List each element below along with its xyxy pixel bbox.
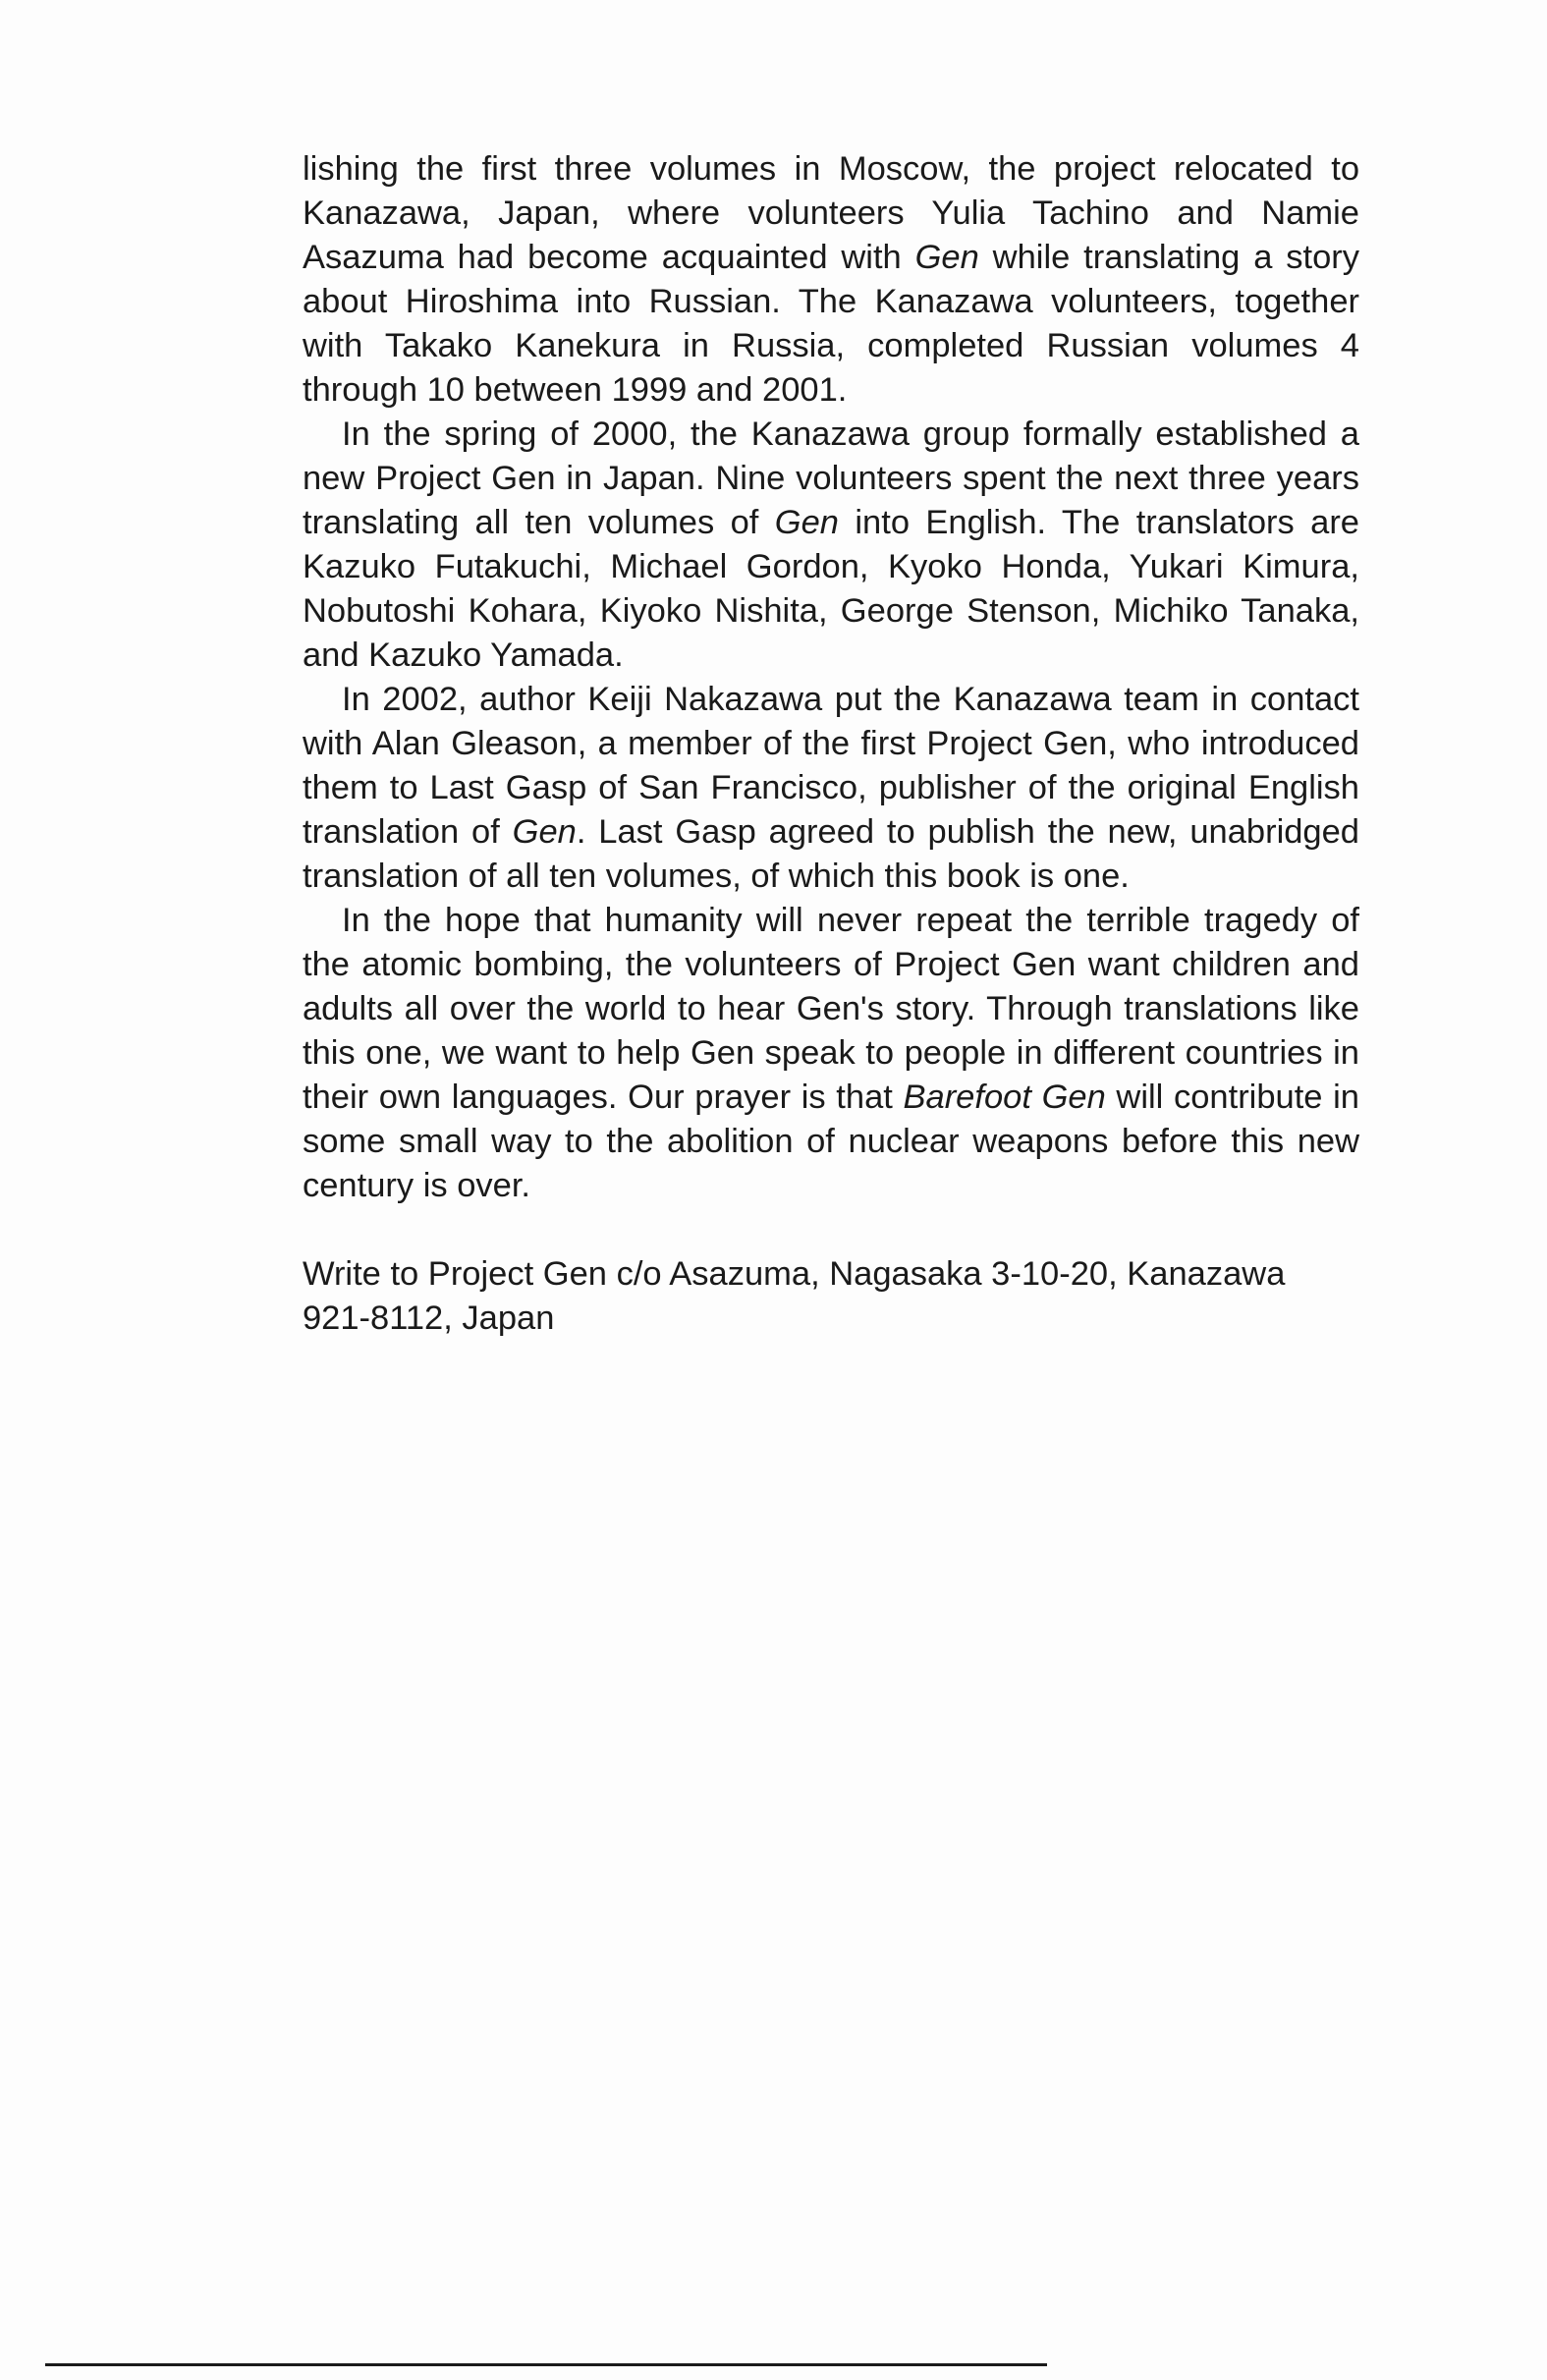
title-gen: Gen xyxy=(512,813,577,851)
text-segment: while translating a story about Hiroshima into Russian. The Kanazawa volunteers, together with Takako Kanekura in Russia, completed Russian volumes 4 through 10 between 1999 and 2001. xyxy=(303,239,1359,409)
text-segment: In the spring of 2000, the Kanazawa group formally established a new Project Gen in Japan. Nine volunteers spent the next three years translating all ten volumes of xyxy=(303,415,1359,541)
body-text xyxy=(303,147,1359,1341)
bottom-rule xyxy=(45,2363,1047,2366)
title-barefoot-gen: Barefoot Gen xyxy=(903,1079,1106,1116)
title-gen: Gen xyxy=(914,239,979,276)
text-segment: lishing the first three volumes in Moscow, the project relocated to Kanazawa, Japan, where volunteers Yulia Tachino and Namie Asazuma had become acquainted with xyxy=(303,150,1359,276)
text-segment: . Last Gasp agreed to publish the new, unabridged translation of all ten volumes, of which this book is one. xyxy=(303,813,1359,895)
paragraph-last-gasp xyxy=(303,678,1359,899)
paragraph-translators xyxy=(303,413,1359,678)
text-segment: In the hope that humanity will never repeat the terrible tragedy of the atomic bombing, the volunteers of Project Gen want children and adults all over the world to hear Gen's story. Through translations like this one, we want to help Gen speak to people in different countries in their own languages. Our prayer is that xyxy=(303,902,1359,1116)
paragraph-hope xyxy=(303,899,1359,1208)
text-segment: will contribute in some small way to the abolition of nuclear weapons before this new century is over. xyxy=(303,1079,1359,1204)
text-segment: into English. The translators are Kazuko Futakuchi, Michael Gordon, Kyoko Honda, Yukari Kimura, Nobutoshi Kohara, Kiyoko Nishita, George Stenson, Michiko Tanaka, and Kazuko Yamada. xyxy=(303,504,1359,674)
contact-address: Write to Project Gen c/o Asazuma, Nagasaka 3-10-20, Kanazawa 921-8112, Japan xyxy=(303,1255,1286,1337)
paragraph-continuation xyxy=(303,147,1359,413)
title-gen: Gen xyxy=(774,504,839,541)
text-segment: In 2002, author Keiji Nakazawa put the Kanazawa team in contact with Alan Gleason, a member of the first Project Gen, who introduced them to Last Gasp of San Francisco, publisher of the original English translation of xyxy=(303,681,1359,851)
